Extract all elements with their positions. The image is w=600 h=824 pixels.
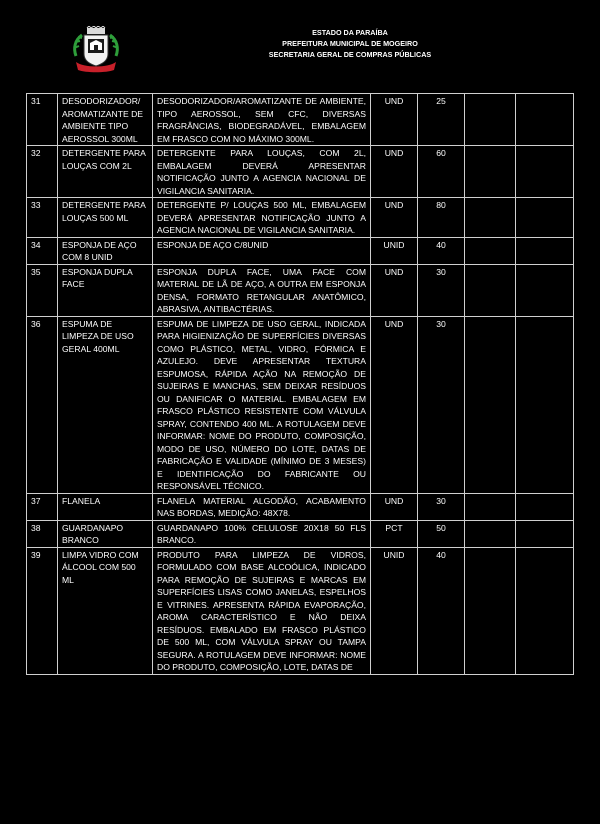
total-price-cell [516,547,574,674]
item-quantity-cell: 50 [418,520,465,547]
table-row [27,237,574,264]
item-name-cell: LIMPA VIDRO COM ÁLCOOL COM 500 ML [58,547,153,674]
total-price-cell [516,264,574,316]
unit-price-cell [465,493,516,520]
unit-price-cell [465,198,516,238]
item-unit-cell: UNID [371,237,418,264]
item-number-cell: 36 [27,316,58,493]
items-table [26,93,574,675]
item-description-cell: FLANELA MATERIAL ALGODÃO, ACABAMENTO NAS BORDAS, MEDIÇÃO: 48X78. [153,493,371,520]
table-row [27,316,574,493]
table-row [27,94,574,146]
item-number-cell: 33 [27,198,58,238]
unit-price-cell [465,94,516,146]
page-header [0,0,600,90]
item-number-cell: 39 [27,547,58,674]
item-quantity-cell: 30 [418,316,465,493]
item-description-cell: ESPUMA DE LIMPEZA DE USO GERAL, INDICADA PARA HIGIENIZAÇÃO DE SUPERFÍCIES DIVERSAS COMO PLÁSTICO, METAL, VIDRO, FÓRMICA E AZULEJO. DEVE APRESENTAR TEXTURA ESPUMOSA, RÁPIDA AÇÃO NA REMOÇÃO DE SUJEIRAS E MANCHAS, SEM DEIXAR RESÍDUOS OU DANIFICAR O MATERIAL. EMBALAGEM EM FRASCO PLÁSTICO RESISTENTE COM VÁLVULA SPRAY, CONTENDO 400 ML. A ROTULAGEM DEVE INFORMAR: NOME DO PRODUTO, COMPOSIÇÃO, MODO DE USO, NÚMERO DO LOTE, DATAS DE FABRICAÇÃO E VALIDADE (MÍNIMO DE 3 MESES) E IDENTIFICAÇÃO DO FABRICANTE OU RESPONSÁVEL TÉCNICO. [153,316,371,493]
total-price-cell [516,493,574,520]
unit-price-cell [465,237,516,264]
item-unit-cell: UNID [371,547,418,674]
unit-price-cell [465,146,516,198]
item-unit-cell: UND [371,264,418,316]
item-quantity-cell: 25 [418,94,465,146]
item-number-cell: 38 [27,520,58,547]
total-price-cell [516,520,574,547]
item-quantity-cell: 60 [418,146,465,198]
table-row [27,547,574,674]
table-row [27,146,574,198]
item-name-cell: DETERGENTE PARA LOUÇAS COM 2L [58,146,153,198]
header-department: SECRETARIA GERAL DE COMPRAS PÚBLICAS [268,50,432,59]
unit-price-cell [465,520,516,547]
item-quantity-cell: 40 [418,547,465,674]
unit-price-cell [465,547,516,674]
item-description-cell: PRODUTO PARA LIMPEZA DE VIDROS, FORMULADO COM BASE ALCOÓLICA, INDICADO PARA REMOÇÃO DE SUJEIRAS E MARCAS EM SUPERFÍCIES LISAS COMO JANELAS, ESPELHOS E VITRINES. APRESENTA RÁPIDA EVAPORAÇÃO, AROMA CARACTERÍSTICO E NÃO DEIXA RESÍDUOS. EMBALADO EM FRASCO PLÁSTICO DE 500 ML, COM VÁLVULA SPRAY OU TAMPA SEGURA. A ROTULAGEM DEVE INFORMAR: NOME DO PRODUTO, COMPOSIÇÃO, LOTE, DATAS DE [153,547,371,674]
item-number-cell: 37 [27,493,58,520]
unit-price-cell [465,264,516,316]
item-number-cell: 34 [27,237,58,264]
table-row [27,493,574,520]
total-price-cell [516,237,574,264]
item-name-cell: FLANELA [58,493,153,520]
item-name-cell: GUARDANAPO BRANCO [58,520,153,547]
total-price-cell [516,94,574,146]
item-quantity-cell: 40 [418,237,465,264]
item-quantity-cell: 80 [418,198,465,238]
item-unit-cell: UND [371,493,418,520]
item-name-cell: DESODORIZADOR/ AROMATIZANTE DE AMBIENTE TIPO AEROSSOL 300ML [58,94,153,146]
item-number-cell: 31 [27,94,58,146]
table-row [27,520,574,547]
item-quantity-cell: 30 [418,493,465,520]
item-description-cell: DETERGENTE PARA LOUÇAS, COM 2L, EMBALAGEM DEVERÁ APRESENTAR NOTIFICAÇÃO JUNTO A AGENCIA NACIONAL DE VIGILANCIA SANITARIA. [153,146,371,198]
item-description-cell: DESODORIZADOR/AROMATIZANTE DE AMBIENTE, TIPO AEROSSOL, SEM CFC, DIVERSAS FRAGRÂNCIAS, BIODEGRADÁVEL, EMBALAGEM EM FRASCO COM NO MÁXIMO 300ML. [153,94,371,146]
table-row [27,264,574,316]
item-number-cell: 35 [27,264,58,316]
item-description-cell: GUARDANAPO 100% CELULOSE 20X18 50 FLS BRANCO. [153,520,371,547]
items-table-body [27,94,574,675]
header-municipality: PREFEITURA MUNICIPAL DE MOGEIRO [282,39,418,48]
item-quantity-cell: 30 [418,264,465,316]
item-description-cell: DETERGENTE P/ LOUÇAS 500 ML, EMBALAGEM DEVERÁ APRESENTAR NOTIFICAÇÃO JUNTO A AGENCIA NACIONAL DE VIGILANCIA SANITARIA. [153,198,371,238]
item-name-cell: DETERGENTE PARA LOUÇAS 500 ML [58,198,153,238]
total-price-cell [516,316,574,493]
item-unit-cell: PCT [371,520,418,547]
unit-price-cell [465,316,516,493]
item-name-cell: ESPUMA DE LIMPEZA DE USO GERAL 400ML [58,316,153,493]
item-description-cell: ESPONJA DE AÇO C/8UNID [153,237,371,264]
total-price-cell [516,198,574,238]
item-description-cell: ESPONJA DUPLA FACE, UMA FACE COM MATERIAL DE LÃ DE AÇO, A OUTRA EM ESPONJA DENSA, FORMATO RETANGULAR ANATÔMICO, ABRASIVA, ANTIBACTÉRIAS. [153,264,371,316]
table-row [27,198,574,238]
item-name-cell: ESPONJA DE AÇO COM 8 UNID [58,237,153,264]
item-unit-cell: UND [371,146,418,198]
total-price-cell [516,146,574,198]
item-unit-cell: UND [371,198,418,238]
item-unit-cell: UND [371,316,418,493]
item-unit-cell: UND [371,94,418,146]
header-state: ESTADO DA PARAÍBA [312,28,388,37]
item-name-cell: ESPONJA DUPLA FACE [58,264,153,316]
item-number-cell: 32 [27,146,58,198]
municipal-coat-of-arms-icon [70,26,122,74]
